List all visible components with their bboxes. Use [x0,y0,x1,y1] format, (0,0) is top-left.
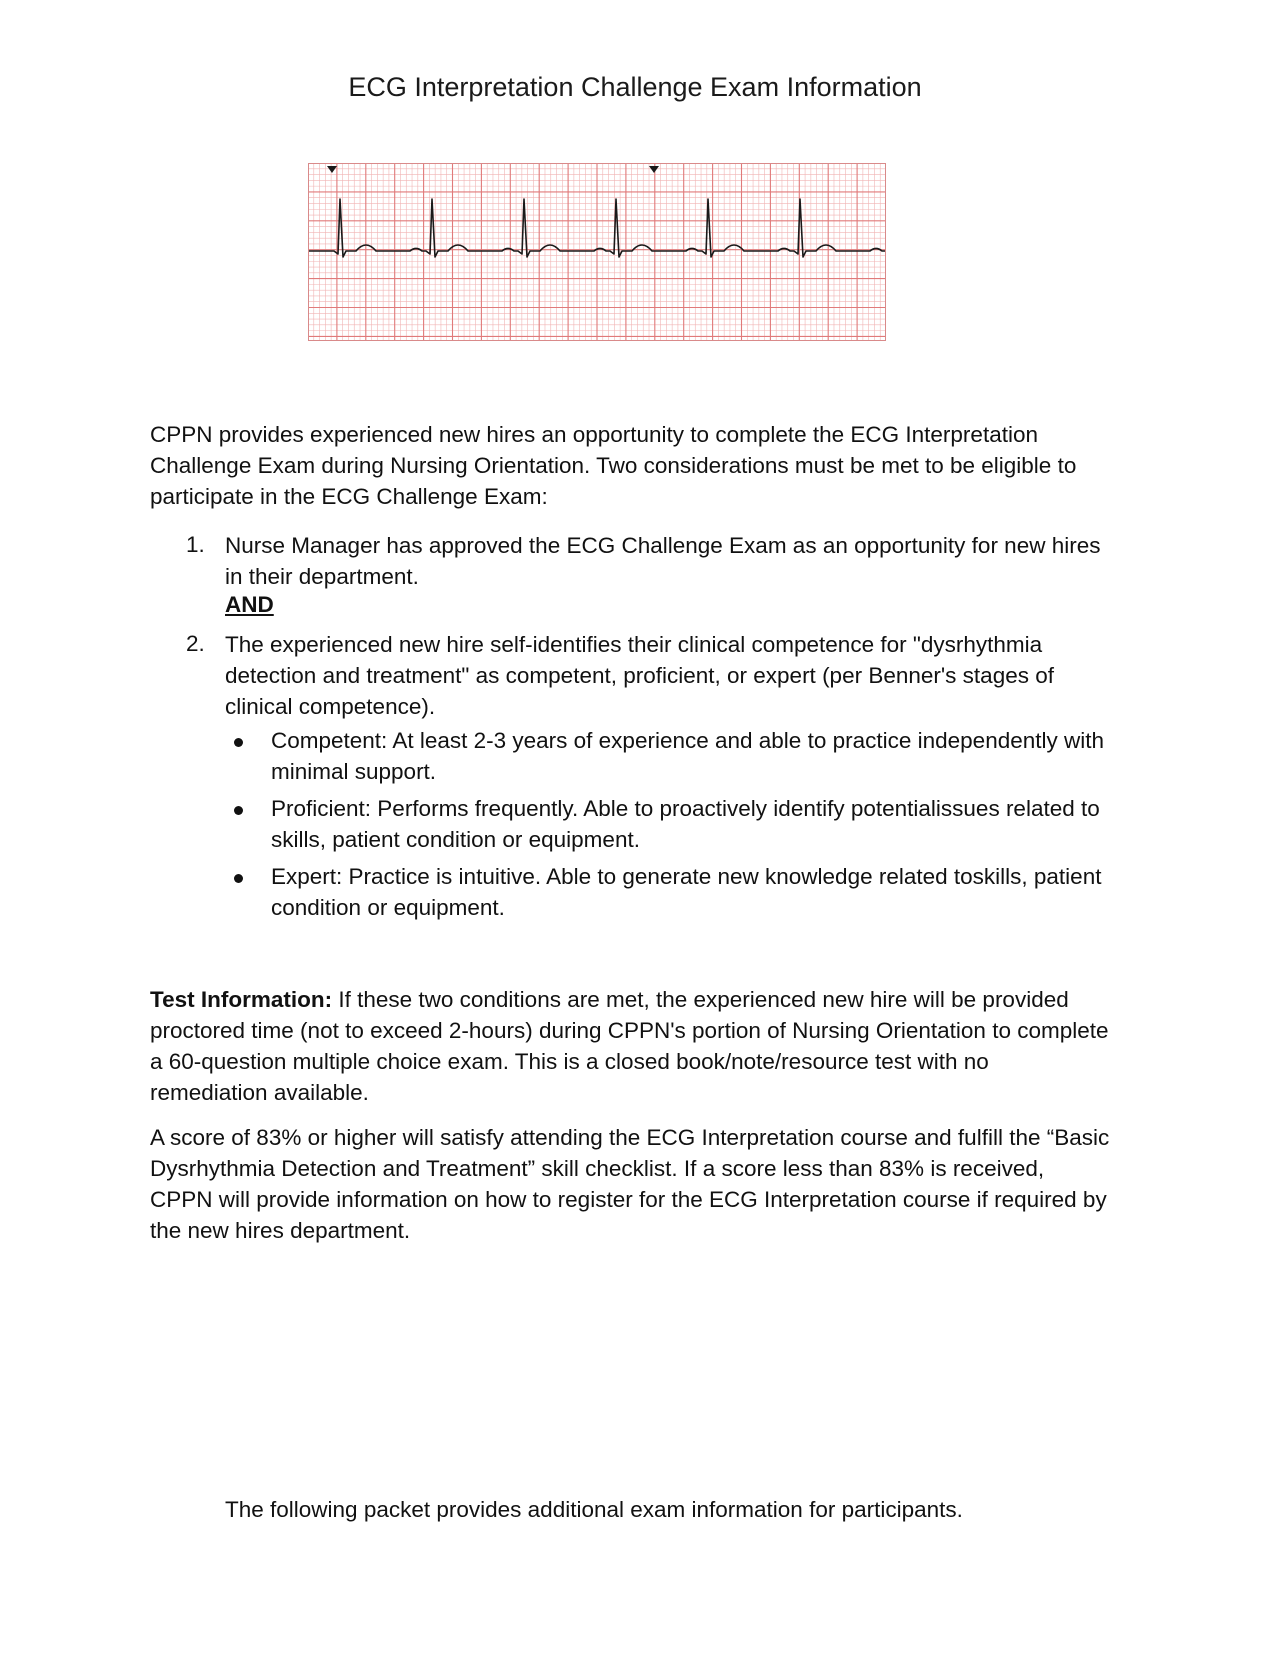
stage-item: Expert: Practice is intuitive. Able to generate new knowledge related toskills, patient condition or equipment. [271,864,1102,920]
condition-item: The experienced new hire self-identifies their clinical competence for "dysrhythmia detection and treatment" as competent, proficient, or expert (per Benner's stages of clinical competence). [225,632,1054,719]
test-information-paragraph [150,984,1110,1108]
bullet-icon [234,874,243,883]
ecg-marker-icon [649,166,659,173]
intro-paragraph: CPPN provides experienced new hires an opportunity to complete the ECG Interpretation Challenge Exam during Nursing Orientation. Two considerations must be met to be eligible to participate in the ECG Challenge Exam: [150,422,1077,509]
condition-number: 1. [186,532,205,557]
page-title: ECG Interpretation Challenge Exam Information [348,72,922,102]
ecg-grid-major [308,163,886,341]
condition-item: Nurse Manager has approved the ECG Challenge Exam as an opportunity for new hires in their department. [225,533,1101,589]
test-information-text: If these two conditions are met, the experienced new hire will be provided proctored time (not to exceed 2-hours) during CPPN's portion of Nursing Orientation to complete a 60-question multiple choice exam. This is a closed book/note/resource test with no remediation available. [150,987,1109,1105]
stage-item: Proficient: Performs frequently. Able to proactively identify potentialissues related to skills, patient condition or equipment. [271,796,1100,852]
bullet-icon [234,806,243,815]
bullet-icon [234,738,243,747]
ecg-strip-icon [308,163,886,341]
ecg-marker-icon [327,166,337,173]
test-information-label: Test Information: [150,987,333,1012]
footer-note: The following packet provides additional exam information for participants. [225,1497,963,1522]
score-paragraph: A score of 83% or higher will satisfy attending the ECG Interpretation course and fulfill the “Basic Dysrhythmia Detection and Treatment” skill checklist. If a score less than 83% is received, CPPN will provide information on how to register for the ECG Interpretation course if required by the new hires department. [150,1125,1110,1243]
condition-number: 2. [186,631,205,656]
and-label: AND [225,592,274,617]
stage-item: Competent: At least 2-3 years of experience and able to practice independently with minimal support. [271,728,1105,784]
